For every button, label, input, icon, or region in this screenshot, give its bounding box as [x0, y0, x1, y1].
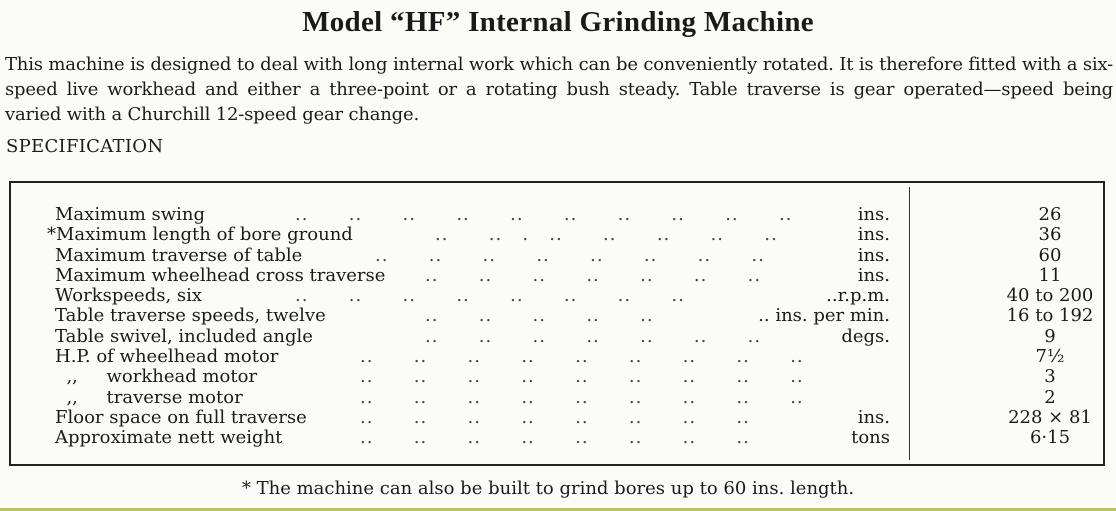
spec-label: ,, traverse motor: [55, 386, 243, 408]
leader-dots: .. .. .. .. .. .. .. .. ..: [360, 367, 804, 388]
spec-unit: ins.: [857, 406, 890, 428]
spec-row-maximum-swing: [55, 205, 1095, 225]
intro-paragraph: This machine is designed to deal with long internal work which can be conveniently rotated. It is therefore fitted with a six-speed live workhead and either a three-point or a rotating bush steady. Table traverse is gear operated—speed being varied with a Churchill 12-speed gear change.: [5, 54, 1113, 125]
spec-label: Table traverse speeds, twelve: [55, 305, 326, 327]
spec-unit: degs.: [841, 325, 890, 347]
spec-row-maximum-wheelhead-cross-traverse: [55, 266, 1095, 286]
spec-unit: ..r.p.m.: [826, 285, 890, 307]
leader-dots: .. .. .. .. .. .. ..: [425, 326, 762, 347]
leader-dots: .. .. .. .. .. .. .. .. .. ..: [295, 205, 793, 225]
spec-row-traverse-motor: [55, 388, 1095, 408]
spec-unit: ins.: [857, 244, 890, 266]
spec-value: 2: [1044, 386, 1056, 408]
spec-label: ,, workhead motor: [55, 366, 258, 388]
leader-dots: .. .. .. .. ..: [425, 306, 654, 327]
spec-unit: .. ins. per min.: [758, 305, 890, 327]
spec-value: 36: [1038, 224, 1062, 246]
spec-value: 26: [1038, 204, 1062, 225]
spec-label: Maximum swing: [55, 204, 206, 225]
leader-dots: .. .. .. .. .. .. ..: [425, 265, 762, 286]
leader-dots: .. .. .. .. .. .. .. .. ..: [360, 387, 804, 408]
spec-value: 11: [1038, 264, 1062, 286]
spec-row-workspeeds: [55, 286, 1095, 306]
spec-value: 3: [1044, 366, 1056, 388]
spec-unit: ins.: [857, 204, 890, 225]
spec-row-hp-wheelhead-motor: [55, 347, 1095, 367]
footnote: * The machine can also be built to grind bores up to 60 ins. length.: [241, 478, 855, 499]
leader-dots: .. .. .. .. .. .. .. ..: [375, 245, 765, 266]
leader-dots: .. .. .. .. .. .. .. ..: [360, 407, 750, 428]
spec-label: Approximate nett weight: [55, 427, 283, 449]
spec-row-nett-weight: [55, 428, 1095, 448]
spec-rows: [47, 204, 1095, 449]
leader-dots: .. .. .. .. .. .. .. ..: [360, 428, 750, 449]
spec-label: Floor space on full traverse: [55, 406, 307, 428]
page-title: Model “HF” Internal Grinding Machine: [302, 6, 814, 38]
spec-value: 6·15: [1029, 427, 1071, 449]
leader-dots: .. .. . .. .. .. .. ..: [435, 225, 778, 246]
spec-value: 60: [1038, 244, 1062, 266]
spec-unit: ins.: [857, 224, 890, 246]
spec-label: Workspeeds, six: [55, 285, 203, 307]
spec-row-maximum-traverse-of-table: [55, 246, 1095, 266]
spec-row-table-swivel: [55, 327, 1095, 347]
spec-value: 16 to 192: [1006, 305, 1094, 327]
spec-value: 9: [1044, 325, 1056, 347]
spec-row-table-traverse-speeds: [55, 306, 1095, 326]
specification-heading: SPECIFICATION: [6, 136, 164, 157]
leader-dots: .. .. .. .. .. .. .. .. ..: [360, 347, 804, 368]
spec-label: *Maximum length of bore ground: [47, 224, 353, 246]
spec-label: Maximum wheelhead cross traverse: [55, 264, 386, 286]
spec-value: 40 to 200: [1006, 285, 1094, 307]
specification-table: [9, 181, 1105, 466]
spec-label: Maximum traverse of table: [55, 244, 303, 266]
spec-label: H.P. of wheelhead motor: [55, 346, 279, 368]
spec-label: Table swivel, included angle: [55, 325, 313, 347]
spec-value: 228 × 81: [1008, 406, 1092, 428]
spec-row-maximum-length-of-bore: [47, 224, 1095, 246]
spec-value: 7½: [1035, 346, 1065, 368]
leader-dots: .. .. .. .. .. .. .. ..: [295, 286, 685, 307]
spec-unit: ins.: [857, 264, 890, 286]
spec-row-floor-space: [55, 408, 1095, 428]
spec-row-workhead-motor: [55, 367, 1095, 387]
spec-unit: tons: [851, 427, 890, 449]
